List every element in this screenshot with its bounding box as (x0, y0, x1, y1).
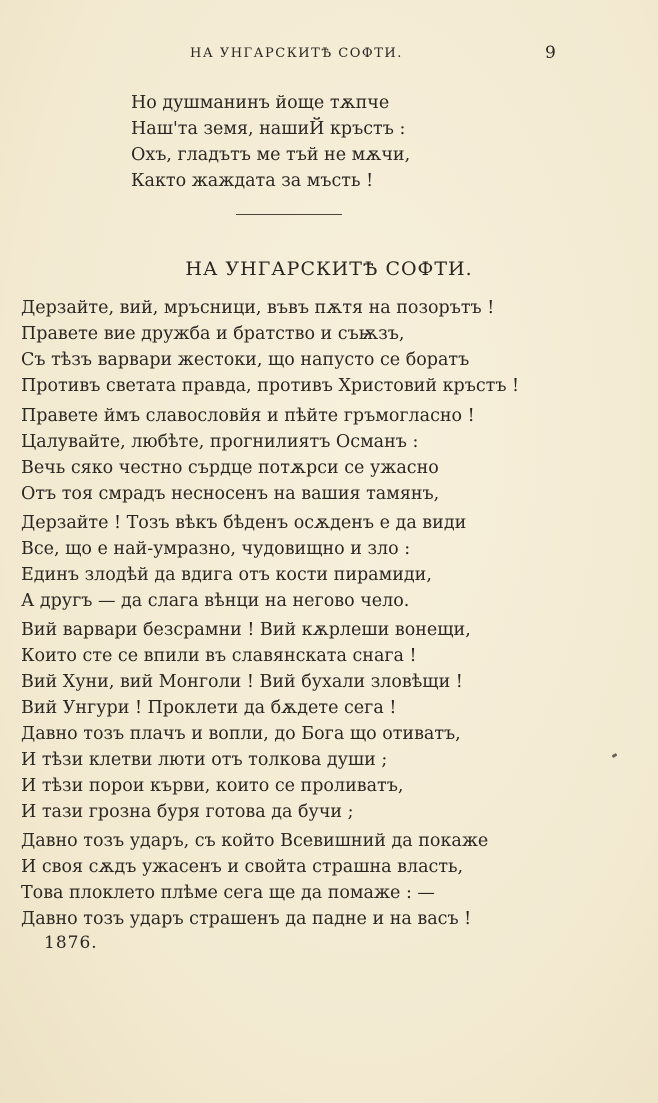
verse-line: Както жаждата за мъсть ! (131, 171, 374, 191)
stanza-6 (21, 828, 488, 932)
verse-line: Отъ тоя смрадъ несносенъ на вашия тамянъ, (21, 484, 440, 504)
verse-line: А другъ — да слага вѣнци на негово чело. (21, 591, 410, 611)
verse-line: Дерзайте ! Тозъ вѣкъ бѣденъ осѫденъ е да види (21, 513, 467, 533)
verse-line: Дерзайте, вий, мръсници, въвъ пѫтя на позорътъ ! (21, 298, 495, 318)
page-number: 9 (545, 43, 556, 63)
previous-poem-stanza (131, 90, 410, 194)
stanza-5 (21, 721, 461, 825)
verse-line: Вий варвари безсрамни ! Вий кѫрлеши вонещи, (21, 620, 471, 640)
verse-line: Съ тѣзъ варвари жестоки, що напусто се боратъ (21, 350, 470, 370)
verse-line: Вий Унгури ! Проклети да бѫдете сега ! (21, 698, 397, 718)
verse-line: Давно тозъ плачъ и вопли, до Бога що отиватъ, (21, 724, 461, 744)
poem-title: НА УНГАРСКИТѢ СОФТИ. (185, 258, 473, 280)
verse-line: Наш'та земя, нашиЙ кръстъ : (131, 119, 406, 139)
stanza-2 (21, 403, 475, 507)
verse-line: Това плоклето плѣме сега ще да помаже : — (21, 883, 435, 903)
verse-line: И тѣзи порои кърви, които се проливатъ, (21, 776, 404, 796)
verse-line: Давно тозъ ударъ, съ който Всевишний да покаже (21, 831, 489, 851)
verse-line: Вечь сяко честно сърдце потѫрси се ужасно (21, 458, 439, 478)
running-head (0, 43, 658, 68)
verse-line: Все, що е най-умразно, чудовищно и зло : (21, 539, 411, 559)
verse-line: Противъ светата правда, противъ Христовий кръстъ ! (21, 376, 520, 396)
verse-line: Давно тозъ ударъ страшенъ да падне и на васъ ! (21, 909, 472, 929)
stanza-4 (21, 617, 471, 721)
verse-line: Които сте се впили въ славянската снага ! (21, 646, 417, 666)
verse-line: И своя сѫдъ ужасенъ и свойта страшна власть, (21, 857, 464, 877)
stanza-1 (21, 295, 519, 399)
ink-speck (612, 753, 618, 758)
verse-line: Вий Хуни, вий Монголи ! Вий бухали зловѣщи ! (21, 672, 463, 692)
verse-line: Цалувайте, любѣте, прогнилиятъ Османъ : (21, 432, 419, 452)
poem-year: 1876. (44, 933, 98, 953)
verse-line: Правете вие дружба и братство и съѭзъ, (21, 324, 405, 344)
stanza-3 (21, 510, 466, 614)
verse-line: Охъ, гладътъ ме тъй не мѫчи, (131, 145, 411, 165)
verse-line: Единъ злодѣй да вдига отъ кости пирамиди, (21, 565, 432, 585)
section-divider (236, 214, 342, 215)
verse-line: И тѣзи клетви люти отъ толкова души ; (21, 750, 388, 770)
verse-line: Правете ймъ славословйя и пѣйте гръмогласно ! (21, 406, 475, 426)
verse-line: Но душманинъ йоще тѫпче (131, 93, 390, 113)
running-head-title: НА УНГАРСКИТѢ СОФТИ. (190, 46, 403, 61)
verse-line: И тази грозна буря готова да бучи ; (21, 802, 354, 822)
